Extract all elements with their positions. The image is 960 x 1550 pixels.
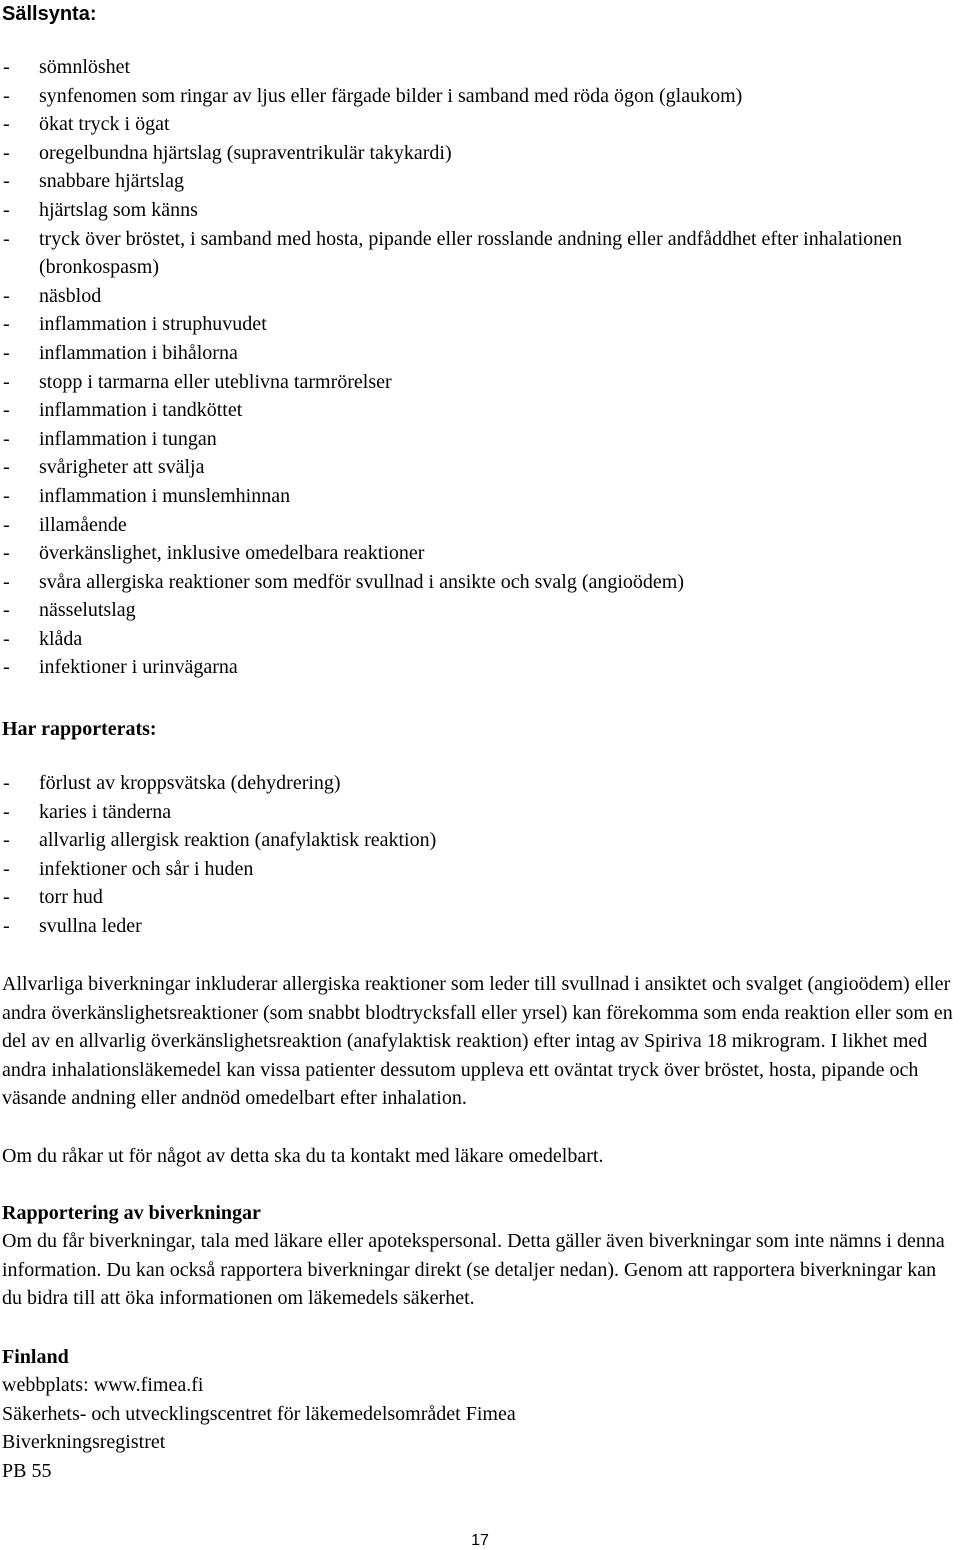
list-item [0,82,958,111]
heading-finland: Finland [2,1346,69,1368]
finland-website: webbplats: www.fimea.fi [2,1374,204,1396]
list-item [0,798,958,827]
list-bullet: - [3,113,10,136]
list-item [0,53,958,82]
list-item [0,653,958,682]
list-bullet: - [3,570,10,593]
list-item-text: snabbare hjärtslag [39,170,184,193]
list-item-text: förlust av kroppsvätska (dehydrering) [39,772,341,794]
list-bullet: - [3,627,10,650]
list-rare-side-effects [0,53,958,682]
list-item-text: illamående [39,513,127,536]
list-bullet: - [3,399,10,422]
list-item-text: inflammation i tandköttet [39,399,243,422]
contact-doctor-line: Om du råkar ut för något av detta ska du ta kontakt med läkare omedelbart. [2,1145,604,1167]
list-bullet: - [3,829,10,852]
list-item-text: synfenomen som ringar av ljus eller färgade bilder i samband med röda ögon (glaukom) [39,84,743,107]
finland-contact-block [2,1371,958,1485]
list-item [0,625,958,654]
list-item [0,396,958,425]
finland-agency: Säkerhets- och utvecklingscentret för läkemedelsområdet Fimea [2,1402,516,1425]
list-item-text: nässelutslag [39,599,136,622]
list-item [0,368,958,397]
list-bullet: - [3,427,10,450]
list-bullet: - [3,341,10,364]
heading-rare: Sällsynta: [2,3,97,25]
list-item [0,912,958,941]
list-item [0,339,958,368]
list-bullet: - [3,141,10,164]
reporting-paragraph: Om du får biverkningar, tala med läkare eller apotekspersonal. Detta gäller även biverkningar som inte nämns i denna information. Du kan också rapportera biverkningar direkt (se detaljer nedan). Genom att rapportera biverkningar kan du bidra till att öka informationen om läkemedels säkerhet. [2,1230,945,1310]
list-bullet: - [3,656,10,679]
list-bullet: - [3,886,10,909]
list-item [0,596,958,625]
list-bullet: - [3,56,10,78]
list-item-text: torr hud [39,886,103,909]
serious-reactions-paragraph: Allvarliga biverkningar inkluderar allergiska reaktioner som leder till svullnad i ansiktet och svalget (angioödem) eller andra överkänslighetsreaktioner (som snabbt blodtrycksfall eller yrsel) kan förekomma som enda reaktion eller som en del av en allvarlig överkänslighetsreaktion (anafylaktisk reaktion) efter intag av Spiriva 18 mikrogram. I likhet med andra inhalationsläkemedel kan vissa patienter dessutom uppleva ett oväntat tryck över bröstet, hosta, pipande och väsande andning eller andnöd omedelbart efter inhalation. [2,973,953,1110]
list-item-text: inflammation i struphuvudet [39,313,267,336]
list-item [0,139,958,168]
list-item-text: infektioner och sår i huden [39,857,254,880]
list-item-text: stopp i tarmarna eller uteblivna tarmrörelser [39,370,392,393]
list-item-text: infektioner i urinvägarna [39,656,238,679]
list-bullet: - [3,456,10,479]
list-item [0,110,958,139]
list-bullet: - [3,914,10,937]
list-bullet: - [3,170,10,193]
list-bullet: - [3,513,10,536]
list-item [0,167,958,196]
list-bullet: - [3,84,10,107]
list-item-text: klåda [39,627,83,650]
finland-registry: Biverkningsregistret [2,1431,166,1454]
list-item-text: karies i tänderna [39,800,172,823]
list-bullet: - [3,542,10,565]
list-item [0,511,958,540]
list-item [0,482,958,511]
list-item [0,225,958,282]
list-item [0,826,958,855]
list-item-text: svåra allergiska reaktioner som medför svullnad i ansikte och svalg (angioödem) [39,570,684,593]
list-item [0,282,958,311]
list-item-text: ökat tryck i ögat [39,113,170,136]
list-bullet: - [3,772,10,794]
list-item-text: överkänslighet, inklusive omedelbara reaktioner [39,542,425,565]
heading-reporting: Rapportering av biverkningar [2,1202,261,1224]
list-item-text: inflammation i munslemhinnan [39,484,291,507]
list-item [0,568,958,597]
list-bullet: - [3,800,10,823]
list-item-text: svullna leder [39,914,142,937]
list-bullet: - [3,284,10,307]
finland-po-box: PB 55 [2,1459,52,1482]
list-item [0,855,958,884]
list-bullet: - [3,313,10,336]
list-bullet: - [3,370,10,393]
list-item-text: svårigheter att svälja [39,456,205,479]
list-item-text: hjärtslag som känns [39,198,198,221]
list-item-text: tryck över bröstet, i samband med hosta, pipande eller rosslande andning eller andfåddhet efter inhalationen (bronkospasm) [39,227,903,279]
page-number: 17 [471,1532,489,1549]
list-item [0,425,958,454]
list-item [0,539,958,568]
list-item [0,453,958,482]
heading-reported: Har rapporterats: [2,718,157,740]
list-bullet: - [3,484,10,507]
list-item [0,196,958,225]
list-reported-side-effects [0,769,958,941]
list-bullet: - [3,227,10,250]
list-bullet: - [3,599,10,622]
list-bullet: - [3,857,10,880]
list-item-text: inflammation i bihålorna [39,341,238,364]
list-item-text: oregelbundna hjärtslag (supraventrikulär takykardi) [39,141,452,164]
list-item [0,769,958,798]
list-item-text: allvarlig allergisk reaktion (anafylaktisk reaktion) [39,829,437,852]
list-item-text: näsblod [39,284,102,307]
list-item [0,883,958,912]
list-item-text: inflammation i tungan [39,427,217,450]
list-bullet: - [3,198,10,221]
list-item [0,310,958,339]
list-item-text: sömnlöshet [39,56,131,78]
